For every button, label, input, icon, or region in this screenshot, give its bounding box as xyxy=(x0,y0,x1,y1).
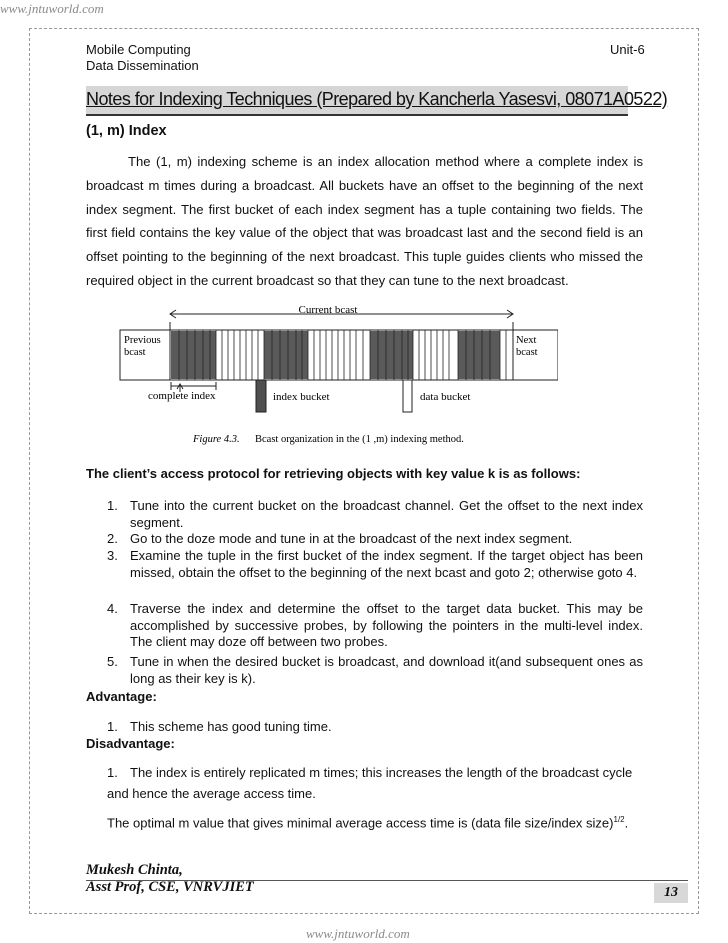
step-text: Examine the tuple in the first bucket of the index segment. If the target object has been missed, obtain the offset to the beginning of the next bcast and goto 2; otherwise goto 4. xyxy=(130,548,643,580)
index-segment xyxy=(458,331,500,379)
legend-data-bucket-swatch xyxy=(403,380,412,412)
signature-title: Asst Prof, CSE, VNRVJIET xyxy=(86,879,254,895)
next-bcast-label-1: Next xyxy=(516,335,537,346)
step-text: Traverse the index and determine the offset to the target data bucket. This may be accomplished by successive probes, by following the pointers in the multi-level index. The client may doze off between two probes. xyxy=(130,601,643,649)
step-text: Tune into the current bucket on the broadcast channel. Get the offset to the next index segment. xyxy=(130,498,643,530)
protocol-heading: The client’s access protocol for retrieving objects with key value k is as follows: xyxy=(86,466,581,481)
item-number: 1. xyxy=(107,719,118,734)
protocol-step xyxy=(107,531,643,548)
watermark-bottom: www.jntuworld.com xyxy=(306,926,410,941)
page-number: 13 xyxy=(654,883,688,903)
legend-complete-index: complete index xyxy=(148,390,216,402)
legend-index-bucket-swatch xyxy=(256,380,266,412)
signature-name: Mukesh Chinta, xyxy=(86,862,183,878)
intro-text: The (1, m) indexing scheme is an index allocation method where a complete index is broadcast m times during a broadcast. All buckets have an offset to the beginning of the next index segment. The first bucket of each index segment has a tuple containing two fields. The first field contains the key value of the object that was broadcast last and the second field is an offset pointing to the beginning of the next broadcast. This tuple guides clients who missed the required object in the current broadcast so that they can tune to the next broadcast. xyxy=(86,154,643,288)
current-bcast-label: Current bcast xyxy=(298,304,358,316)
advantage-item xyxy=(107,719,643,736)
optimal-m-sentence xyxy=(107,815,628,830)
header-unit: Unit-6 xyxy=(610,42,645,57)
index-segment xyxy=(264,331,308,379)
step-text: Go to the doze mode and tune in at the broadcast of the next index segment. xyxy=(130,531,573,546)
protocol-step xyxy=(107,654,643,687)
item-text: The index is entirely replicated m times; this increases the length of the broadcast cycle xyxy=(130,765,633,780)
optimal-exponent: 1/2 xyxy=(613,815,625,824)
disadvantage-heading: Disadvantage: xyxy=(86,736,175,751)
index-segment xyxy=(370,331,413,379)
previous-bcast-label-1: Previous xyxy=(124,335,161,346)
optimal-text: The optimal m value that gives minimal average access time is (data file size/index size) xyxy=(107,815,614,831)
optimal-end: . xyxy=(624,815,629,831)
index-segment xyxy=(171,331,216,379)
item-number: 1. xyxy=(107,765,118,780)
step-number: 5. xyxy=(107,654,118,669)
header-topic: Data Dissemination xyxy=(86,58,199,73)
section-heading: (1, m) Index xyxy=(86,123,167,139)
step-number: 3. xyxy=(107,548,118,563)
watermark-top: www.jntuworld.com xyxy=(0,1,104,16)
disadvantage-continuation: and hence the average access time. xyxy=(107,786,316,801)
step-number: 4. xyxy=(107,601,118,616)
figure-caption-text: Bcast organization in the (1 ,m) indexing method. xyxy=(255,434,464,445)
previous-bcast-label-2: bcast xyxy=(124,347,146,358)
page-title: Notes for Indexing Techniques (Prepared by Kancherla Yasesvi, 08071A0522) xyxy=(86,86,628,116)
step-number: 2. xyxy=(107,531,118,546)
protocol-step xyxy=(107,498,643,531)
item-text: This scheme has good tuning time. xyxy=(130,719,332,734)
next-bcast-label-2: bcast xyxy=(516,347,538,358)
bcast-figure xyxy=(118,296,558,456)
header-course: Mobile Computing xyxy=(86,42,191,57)
figure-caption-label: Figure 4.3. xyxy=(193,434,240,445)
legend-data-bucket: data bucket xyxy=(420,391,471,403)
footer-rule xyxy=(86,880,688,881)
legend-index-bucket: index bucket xyxy=(273,391,330,403)
advantage-heading: Advantage: xyxy=(86,689,157,704)
protocol-step xyxy=(107,548,643,581)
protocol-step xyxy=(107,601,643,651)
disadvantage-item xyxy=(107,765,643,782)
step-text: Tune in when the desired bucket is broadcast, and download it(and subsequent ones as long as their key is k). xyxy=(130,654,643,686)
step-number: 1. xyxy=(107,498,118,513)
signature xyxy=(86,862,254,896)
intro-paragraph xyxy=(86,150,643,293)
